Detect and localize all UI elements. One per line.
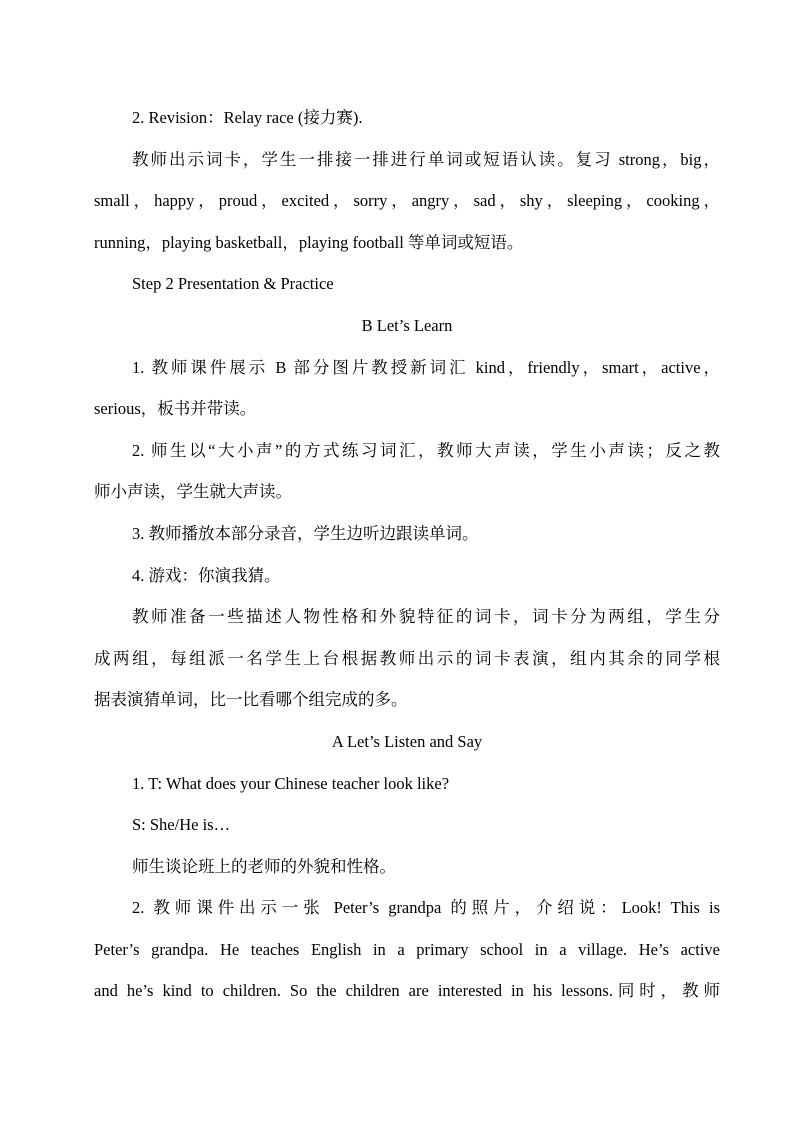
revision-heading: 2. Revision：Relay race (接力赛). xyxy=(132,108,363,127)
paragraph-line: serious，板书并带读。 xyxy=(94,399,257,419)
paragraph-line: running，playing basketball，playing football 等单词或短语。 xyxy=(94,232,524,252)
section-heading-b: B Let’s Learn xyxy=(361,315,453,335)
paragraph-line: 成两组，每组派一名学生上台根据教师出示的词卡表演，组内其余的同学根 xyxy=(94,648,720,668)
paragraph-line: Peter’s grandpa. He teaches English in a primary school in a village. He’s active xyxy=(94,939,720,959)
paragraph-line: small，happy，proud，excited，sorry，angry，sad，shy，sleeping，cooking， xyxy=(94,191,720,211)
document-page xyxy=(94,97,720,1012)
paragraph-line: 教师准备一些描述人物性格和外貌特征的词卡，词卡分为两组，学生分 xyxy=(132,607,720,627)
paragraph-line: 4. 游戏：你演我猜。 xyxy=(132,565,281,585)
paragraph-line: and he’s kind to children. So the children are interested in his lessons.同时，教师 xyxy=(94,981,720,1001)
section-heading-a: A Let’s Listen and Say xyxy=(331,731,483,751)
paragraph-line: 3. 教师播放本部分录音，学生边听边跟读单词。 xyxy=(132,523,479,543)
paragraph-line: 师小声读，学生就大声读。 xyxy=(94,482,292,502)
paragraph-line: 据表演猜单词，比一比看哪个组完成的多。 xyxy=(94,690,408,710)
paragraph-line: 教师出示词卡，学生一排接一排进行单词或短语认读。复习 strong，big， xyxy=(132,149,720,169)
paragraph-line: 2. 教师课件出示一张 Peter’s grandpa 的照片，介绍说：Look! This is xyxy=(132,898,720,918)
paragraph-line: 1. 教师课件展示 B 部分图片教授新词汇 kind，friendly，smart，active， xyxy=(132,357,720,377)
step-heading: Step 2 Presentation & Practice xyxy=(132,274,334,294)
paragraph-line: 2. 师生以“大小声”的方式练习词汇，教师大声读，学生小声读；反之教 xyxy=(132,440,720,460)
dialogue-line: 1. T: What does your Chinese teacher look like? xyxy=(132,773,450,793)
paragraph-line: 师生谈论班上的老师的外貌和性格。 xyxy=(132,856,396,876)
dialogue-line: S: She/He is… xyxy=(132,815,231,835)
